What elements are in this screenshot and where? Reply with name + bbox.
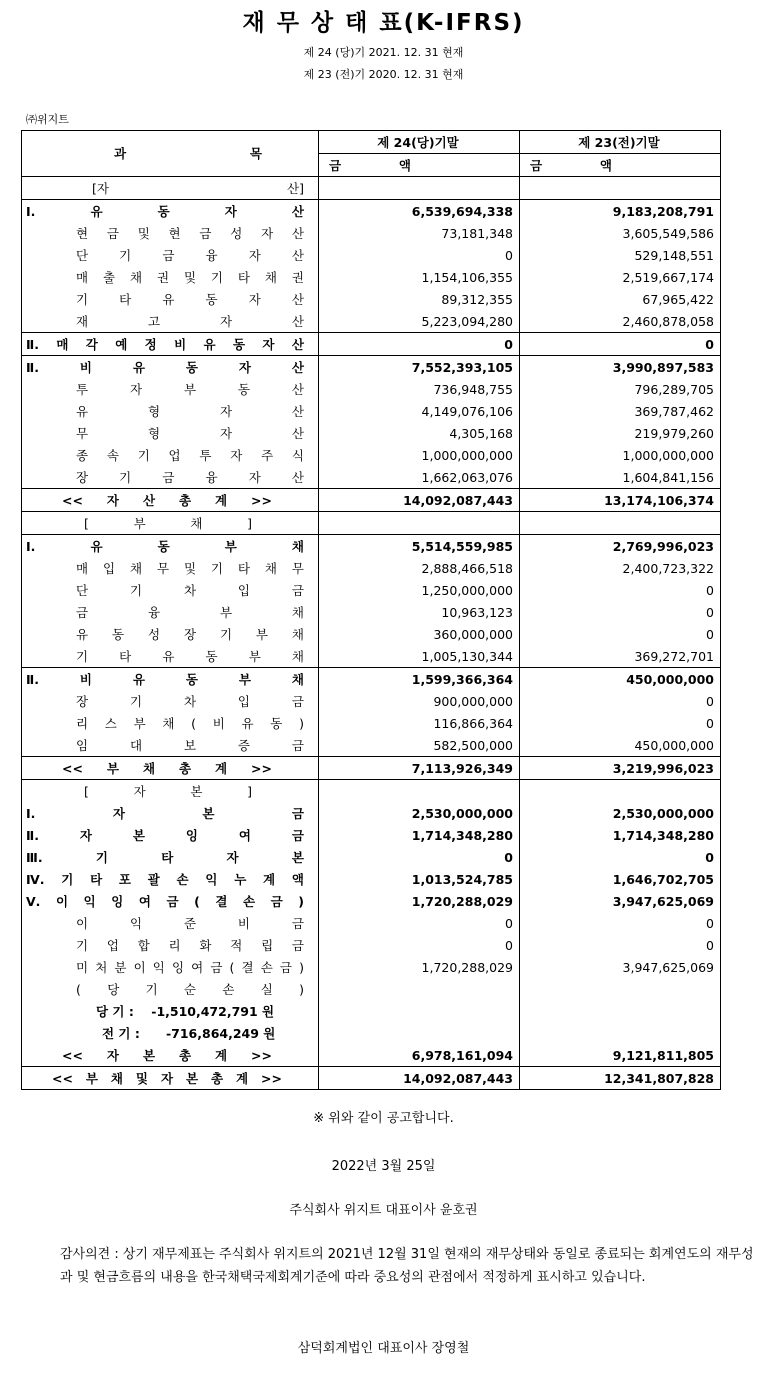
signer-text: 주식회사 위지트 대표이사 윤호권	[289, 1203, 478, 1218]
table-row	[22, 956, 721, 978]
current-amount	[319, 780, 520, 803]
current-amount: 1,662,063,076	[319, 466, 520, 489]
table-row	[22, 1067, 721, 1090]
current-amount: 4,149,076,106	[319, 400, 520, 422]
company-name: ㈜위지트	[26, 113, 69, 126]
prior-amount: 1,604,841,156	[520, 466, 721, 489]
account-label: Ⅰ. 유 동 부 채	[22, 535, 319, 558]
prior-amount: 3,219,996,023	[520, 757, 721, 780]
prior-period: 제 23 (전)기 2020. 12. 31 현재	[303, 68, 464, 81]
prior-amount: 0	[520, 912, 721, 934]
prior-amount: 2,519,667,174	[520, 266, 721, 288]
prior-amount: 1,646,702,705	[520, 868, 721, 890]
prior-period-header: 제 23(전)기말	[520, 131, 721, 154]
current-amount	[319, 512, 520, 535]
table-row	[22, 712, 721, 734]
account-label: 종 속 기 업 투 자 주 식	[76, 447, 304, 463]
account-label: 단 기 금 융 자 산	[76, 247, 304, 263]
prior-amount: 0	[520, 690, 721, 712]
table-row	[22, 1044, 721, 1067]
prior-amount: 369,272,701	[520, 645, 721, 668]
account-label: 금 융 부 채	[76, 604, 304, 620]
prior-amount: 3,947,625,069	[520, 956, 721, 978]
prior-amount: 3,947,625,069	[520, 890, 721, 912]
account-label: Ⅰ. 자 본 금	[26, 805, 304, 821]
current-amount: 116,866,364	[319, 712, 520, 734]
table-row	[22, 1000, 721, 1022]
account-label: 기 타 유 동 자 산	[76, 291, 304, 307]
current-period-header: 제 24(당)기말	[319, 131, 520, 154]
prior-amount	[520, 1000, 721, 1022]
account-label: 장 기 금 융 자 산	[76, 469, 304, 485]
table-row	[22, 400, 721, 422]
current-amount: 6,539,694,338	[319, 200, 520, 223]
prior-amount: 1,714,348,280	[520, 824, 721, 846]
table-row	[22, 244, 721, 266]
prior-amount: 796,289,705	[520, 378, 721, 400]
current-amount: 1,154,106,355	[319, 266, 520, 288]
current-amount: 1,714,348,280	[319, 824, 520, 846]
account-label: [자 산]	[22, 177, 319, 200]
prior-amount: 1,000,000,000	[520, 444, 721, 466]
prior-amount	[520, 780, 721, 803]
prior-amount: 2,400,723,322	[520, 557, 721, 579]
current-amount: 14,092,087,443	[319, 1067, 520, 1090]
current-amount: 6,978,161,094	[319, 1044, 520, 1067]
account-header-label: 과 목	[114, 146, 262, 161]
account-label: 매 출 채 권 및 기 타 채 권	[76, 269, 304, 285]
table-row	[22, 422, 721, 444]
current-amount: 736,948,755	[319, 378, 520, 400]
balance-sheet-table	[21, 130, 721, 1090]
current-amount: 4,305,168	[319, 422, 520, 444]
current-amount: 1,720,288,029	[319, 890, 520, 912]
account-label: 재 고 자 산	[76, 313, 304, 329]
prior-amount: 0	[520, 601, 721, 623]
prior-amount: 0	[520, 623, 721, 645]
current-amount: 7,552,393,105	[319, 356, 520, 379]
account-label: << 자 본 총 계 >>	[62, 1047, 272, 1063]
table-row	[22, 535, 721, 558]
prior-amount: 0	[520, 934, 721, 956]
current-amount: 2,530,000,000	[319, 802, 520, 824]
table-row	[22, 668, 721, 691]
table-row	[22, 802, 721, 824]
table-row	[22, 200, 721, 223]
table-row	[22, 824, 721, 846]
account-label: Ⅴ. 이 익 잉 여 금 ( 결 손 금 )	[26, 893, 304, 909]
current-amount: 14,092,087,443	[319, 489, 520, 512]
account-label: 리 스 부 채 ( 비 유 동 )	[76, 715, 304, 731]
current-amount: 0	[319, 333, 520, 356]
account-label: 무 형 자 산	[76, 425, 304, 441]
account-label: 당 기 : -1,510,472,791 원	[96, 1003, 275, 1019]
account-label: 단 기 차 입 금	[76, 582, 304, 598]
current-amount: 73,181,348	[319, 222, 520, 244]
table-row	[22, 378, 721, 400]
table-row	[22, 934, 721, 956]
current-amount: 0	[319, 912, 520, 934]
current-amount: 1,720,288,029	[319, 956, 520, 978]
prior-amount	[520, 1022, 721, 1044]
auditor-text: 삼덕회계법인 대표이사 장영철	[297, 1341, 470, 1356]
table-body	[22, 177, 721, 1090]
account-label: Ⅳ. 기 타 포 괄 손 익 누 계 액	[26, 871, 304, 887]
prior-amount: 219,979,260	[520, 422, 721, 444]
prior-amount: 2,769,996,023	[520, 535, 721, 558]
table-row	[22, 601, 721, 623]
prior-amount: 0	[520, 579, 721, 601]
prior-amount: 9,121,811,805	[520, 1044, 721, 1067]
current-amount: 89,312,355	[319, 288, 520, 310]
account-label: 현 금 및 현 금 성 자 산	[76, 225, 304, 241]
current-amount: 1,250,000,000	[319, 579, 520, 601]
table-row	[22, 912, 721, 934]
table-row	[22, 356, 721, 379]
table-row	[22, 1022, 721, 1044]
prior-amount	[520, 978, 721, 1000]
account-label: 전 기 : -716,864,249 원	[102, 1025, 276, 1041]
prior-amount: 0	[520, 333, 721, 356]
prior-amount: 3,990,897,583	[520, 356, 721, 379]
account-label: Ⅲ. 기 타 자 본	[26, 849, 304, 865]
prior-amount: 529,148,551	[520, 244, 721, 266]
account-label: [ 부 채 ]	[22, 512, 319, 535]
account-label: ( 당 기 순 손 실 )	[76, 981, 304, 997]
account-label: Ⅰ. 유 동 자 산	[22, 200, 319, 223]
table-row	[22, 734, 721, 757]
account-header	[22, 131, 319, 177]
prior-amount: 0	[520, 846, 721, 868]
account-label: Ⅱ. 매 각 예 정 비 유 동 자 산	[22, 333, 319, 356]
account-label: Ⅱ. 자 본 잉 여 금	[26, 827, 304, 843]
prior-amount: 3,605,549,586	[520, 222, 721, 244]
prior-amount: 450,000,000	[520, 668, 721, 691]
table-row	[22, 557, 721, 579]
account-label: 임 대 보 증 금	[76, 737, 304, 753]
announcement-date: 2022년 3월 25일	[331, 1159, 436, 1174]
prior-amount: 450,000,000	[520, 734, 721, 757]
current-amount: 0	[319, 846, 520, 868]
current-amount	[319, 177, 520, 200]
prior-amount: 0	[520, 712, 721, 734]
amount-header-current: 금 액	[319, 154, 520, 177]
account-label: 유 동 성 장 기 부 채	[76, 626, 304, 642]
account-label: 기 타 유 동 부 채	[76, 648, 304, 664]
table-row	[22, 489, 721, 512]
amount-header-prior: 금 액	[520, 154, 721, 177]
prior-amount	[520, 177, 721, 200]
current-period: 제 24 (당)기 2021. 12. 31 현재	[303, 46, 464, 59]
table-row	[22, 623, 721, 645]
current-amount	[319, 1022, 520, 1044]
table-row	[22, 512, 721, 535]
prior-amount: 9,183,208,791	[520, 200, 721, 223]
current-amount: 1,599,366,364	[319, 668, 520, 691]
table-row	[22, 333, 721, 356]
table-row	[22, 868, 721, 890]
current-amount: 582,500,000	[319, 734, 520, 757]
audit-opinion: 감사의견 : 상기 재무제표는 주식회사 위지트의 2021년 12월 31일 현재의 재무상태와 동일로 종료되는 회계연도의 재무성과 및 현금흐름의 내용을 한국채택국제회계기준에 따라 중요성의 관점에서 적정하게 표시하고 있습니다.	[60, 1247, 754, 1285]
table-row	[22, 780, 721, 803]
prior-amount: 12,341,807,828	[520, 1067, 721, 1090]
account-label: 장 기 차 입 금	[76, 693, 304, 709]
account-label: 매 입 채 무 및 기 타 채 무	[76, 560, 304, 576]
table-row	[22, 890, 721, 912]
prior-amount	[520, 512, 721, 535]
account-label: << 자 산 총 계 >>	[22, 489, 319, 512]
current-amount: 0	[319, 244, 520, 266]
table-row	[22, 288, 721, 310]
prior-amount: 369,787,462	[520, 400, 721, 422]
account-label: << 부 채 및 자 본 총 계 >>	[22, 1067, 319, 1090]
account-label: Ⅱ. 비 유 동 자 산	[22, 356, 319, 379]
current-amount: 0	[319, 934, 520, 956]
account-label: 기 업 합 리 화 적 립 금	[76, 937, 304, 953]
prior-amount: 67,965,422	[520, 288, 721, 310]
table-row	[22, 444, 721, 466]
prior-amount: 13,174,106,374	[520, 489, 721, 512]
table-row	[22, 757, 721, 780]
current-amount: 900,000,000	[319, 690, 520, 712]
current-amount: 360,000,000	[319, 623, 520, 645]
table-row	[22, 645, 721, 668]
table-row	[22, 846, 721, 868]
current-amount: 5,223,094,280	[319, 310, 520, 333]
table-row	[22, 266, 721, 288]
current-amount: 2,888,466,518	[319, 557, 520, 579]
current-amount: 1,000,000,000	[319, 444, 520, 466]
current-amount: 5,514,559,985	[319, 535, 520, 558]
current-amount	[319, 1000, 520, 1022]
current-amount: 1,005,130,344	[319, 645, 520, 668]
account-label: 투 자 부 동 산	[76, 381, 304, 397]
table-row	[22, 222, 721, 244]
current-amount: 10,963,123	[319, 601, 520, 623]
prior-amount: 2,530,000,000	[520, 802, 721, 824]
notice-text: ※ 위와 같이 공고합니다.	[313, 1111, 454, 1126]
current-amount: 7,113,926,349	[319, 757, 520, 780]
account-label: 이 익 준 비 금	[76, 915, 304, 931]
account-label: Ⅱ. 비 유 동 부 채	[22, 668, 319, 691]
table-row	[22, 466, 721, 489]
table-row	[22, 978, 721, 1000]
account-label: 유 형 자 산	[76, 403, 304, 419]
account-label: [ 자 본 ]	[22, 780, 319, 803]
account-label: << 부 채 총 계 >>	[22, 757, 319, 780]
prior-amount: 2,460,878,058	[520, 310, 721, 333]
table-row	[22, 690, 721, 712]
table-row	[22, 177, 721, 200]
current-amount: 1,013,524,785	[319, 868, 520, 890]
table-row	[22, 579, 721, 601]
page-title: 재 무 상 태 표(K-IFRS)	[242, 10, 525, 36]
current-amount	[319, 978, 520, 1000]
table-row	[22, 310, 721, 333]
account-label: 미 처 분 이 익 잉 여 금 ( 결 손 금 )	[76, 959, 304, 975]
